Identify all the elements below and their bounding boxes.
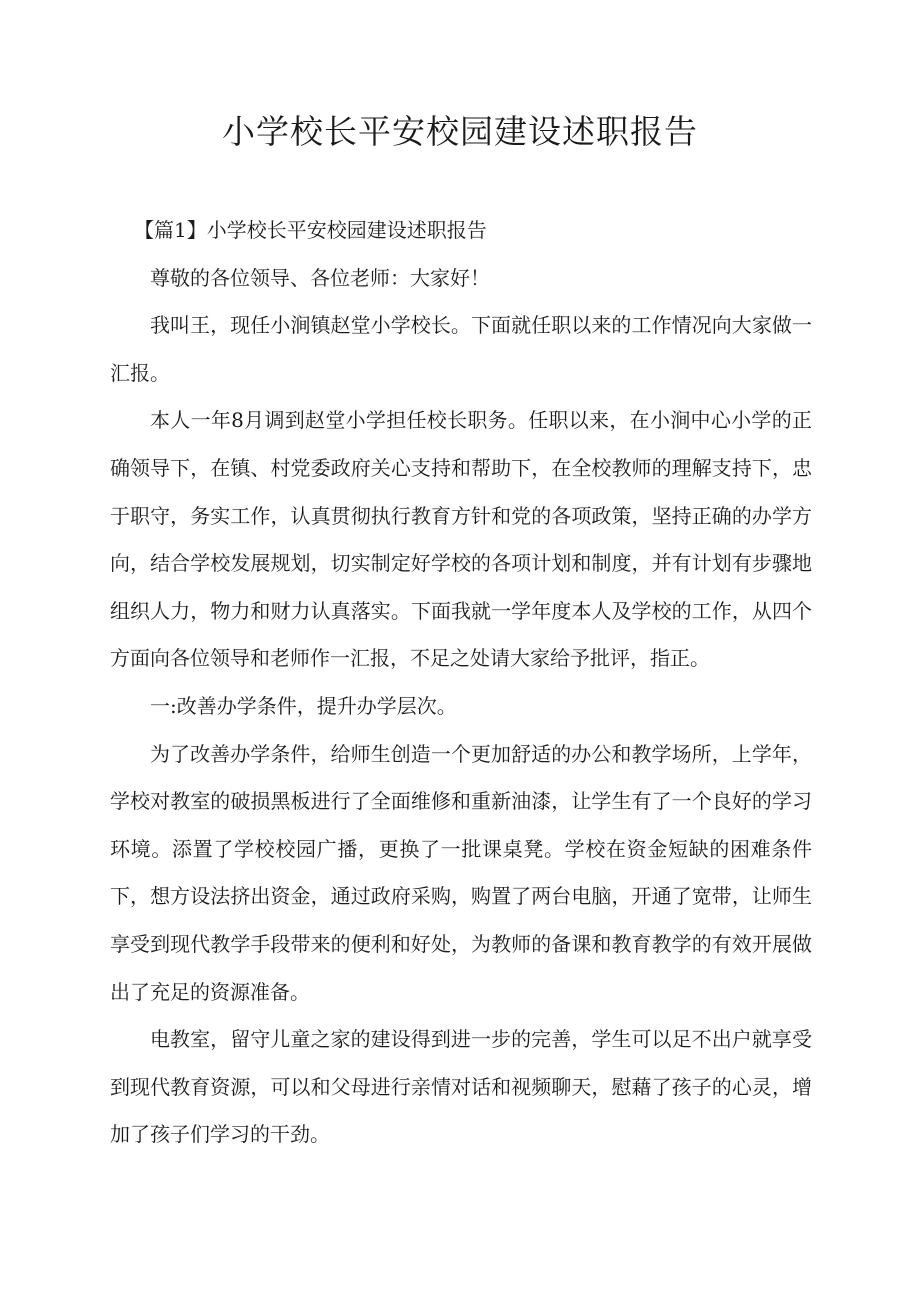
- document-title: 小学校长平安校园建设述职报告: [222, 112, 698, 151]
- document-body: [110, 207, 812, 1159]
- section-heading: 【篇1】小学校长平安校园建设述职报告: [134, 218, 487, 242]
- intro-paragraph: 我叫王，现任小涧镇赵堂小学校长。下面就任职以来的工作情况向大家做一汇报。: [110, 313, 812, 385]
- body-paragraph: 电教室，留守儿童之家的建设得到进一步的完善，学生可以足不出户就享受到现代教育资源，可以和父母进行亲情对话和视频聊天，慰藉了孩子的心灵，增加了孩子们学习的干劲。: [110, 1027, 812, 1147]
- body-paragraph: 本人一年8月调到赵堂小学担任校长职务。任职以来，在小涧中心小学的正确领导下，在镇、村党委政府关心支持和帮助下，在全校教师的理解支持下，忠于职守，务实工作，认真贯彻执行教育方针和党的各项政策，坚持正确的办学方向，结合学校发展规划，切实制定好学校的各项计划和制度，并有计划有步骤地组织人力，物力和财力认真落实。下面我就一学年度本人及学校的工作，从四个方面向各位领导和老师作一汇报，不足之处请大家给予批评，指正。: [110, 408, 812, 671]
- subsection-heading: 一:改善办学条件，提升办学层次。: [150, 693, 457, 718]
- salutation-paragraph: 尊敬的各位领导、各位老师：大家好！: [150, 265, 490, 290]
- body-paragraph: 为了改善办学条件，给师生创造一个更加舒适的办公和教学场所，上学年，学校对教室的破损黑板进行了全面维修和重新油漆，让学生有了一个良好的学习环境。添置了学校校园广播，更换了一批课桌凳。学校在资金短缺的困难条件下，想方设法挤出资金，通过政府采购，购置了两台电脑，开通了宽带，让师生享受到现代教学手段带来的便利和好处，为教师的备课和教育教学的有效开展做出了充足的资源准备。: [110, 741, 812, 1004]
